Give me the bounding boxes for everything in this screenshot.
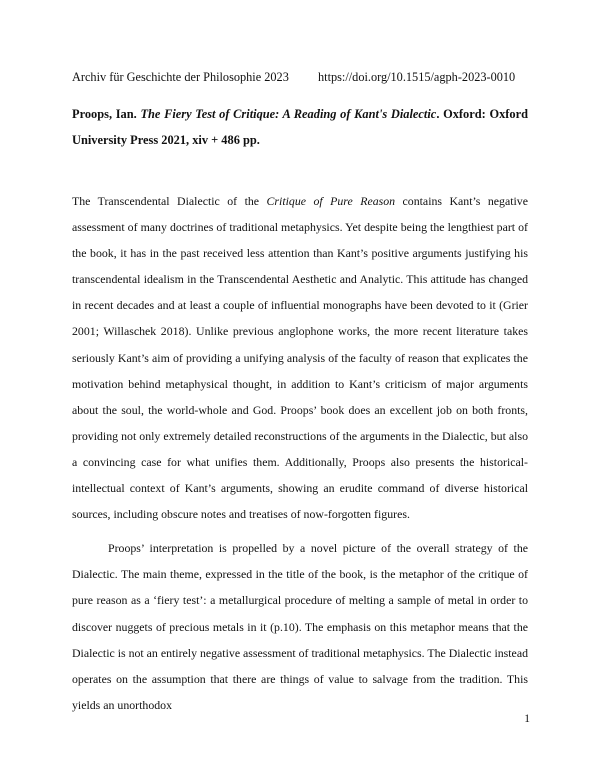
book-publication: . Oxford: Oxford University Press 2021, xiv + 486 pp. xyxy=(72,107,528,147)
running-header xyxy=(72,69,536,85)
page-number: 1 xyxy=(524,713,530,725)
paragraph-1-italic-title: Critique of Pure Reason xyxy=(266,194,396,208)
paragraph-1 xyxy=(72,188,528,527)
paragraph-2: Proops’ interpretation is propelled by a novel picture of the overall strategy of the Dialectic. The main theme, expressed in the title of the book, is the metaphor of the critique of pure reason as a ‘fiery test’: a metallurgical procedure of melting a sample of metal in order to discover nuggets of precious metals in it (p.10). The emphasis on this metaphor means that the Dialectic is not an entirely negative assessment of traditional metaphysics. The Dialectic instead operates on the assumption that there are things of value to salvage from the tradition. This yields an unorthodox xyxy=(72,541,528,712)
paragraph-1-part-1: The Transcendental Dialectic of the xyxy=(72,194,267,208)
review-body xyxy=(72,188,528,718)
journal-header: Archiv für Geschichte der Philosophie 2023 xyxy=(72,70,289,84)
book-author: Proops, Ian. xyxy=(72,107,137,121)
book-title: The Fiery Test of Critique: A Reading of Kant's Dialectic xyxy=(140,107,437,121)
book-reference xyxy=(72,101,528,153)
paragraph-1-part-3: contains Kant’s negative assessment of many doctrines of traditional metaphysics. Yet despite being the lengthiest part of the book, it has in the past received less attention than Kant’s positive arguments justifying his transcendental idealism in the Transcendental Aesthetic and Analytic. This attitude has changed in recent decades and at least a couple of influential monographs have been devoted to it (Grier 2001; Willaschek 2018). Unlike previous anglophone works, the more recent literature takes seriously Kant’s aim of providing a unifying analysis of the faculty of reason that explicates the motivation behind metaphysical thought, in addition to Kant’s criticism of major arguments about the soul, the world-whole and God. Proops’ book does an excellent job on both fronts, providing not only extremely detailed reconstructions of the arguments in the Dialectic, but also a convincing case for what unifies them. Additionally, Proops also presents the historical-intellectual context of Kant’s arguments, showing an erudite command of diverse historical sources, including obscure notes and treatises of now-forgotten figures. xyxy=(72,194,528,522)
doi-header: https://doi.org/10.1515/agph-2023-0010 xyxy=(318,70,516,84)
